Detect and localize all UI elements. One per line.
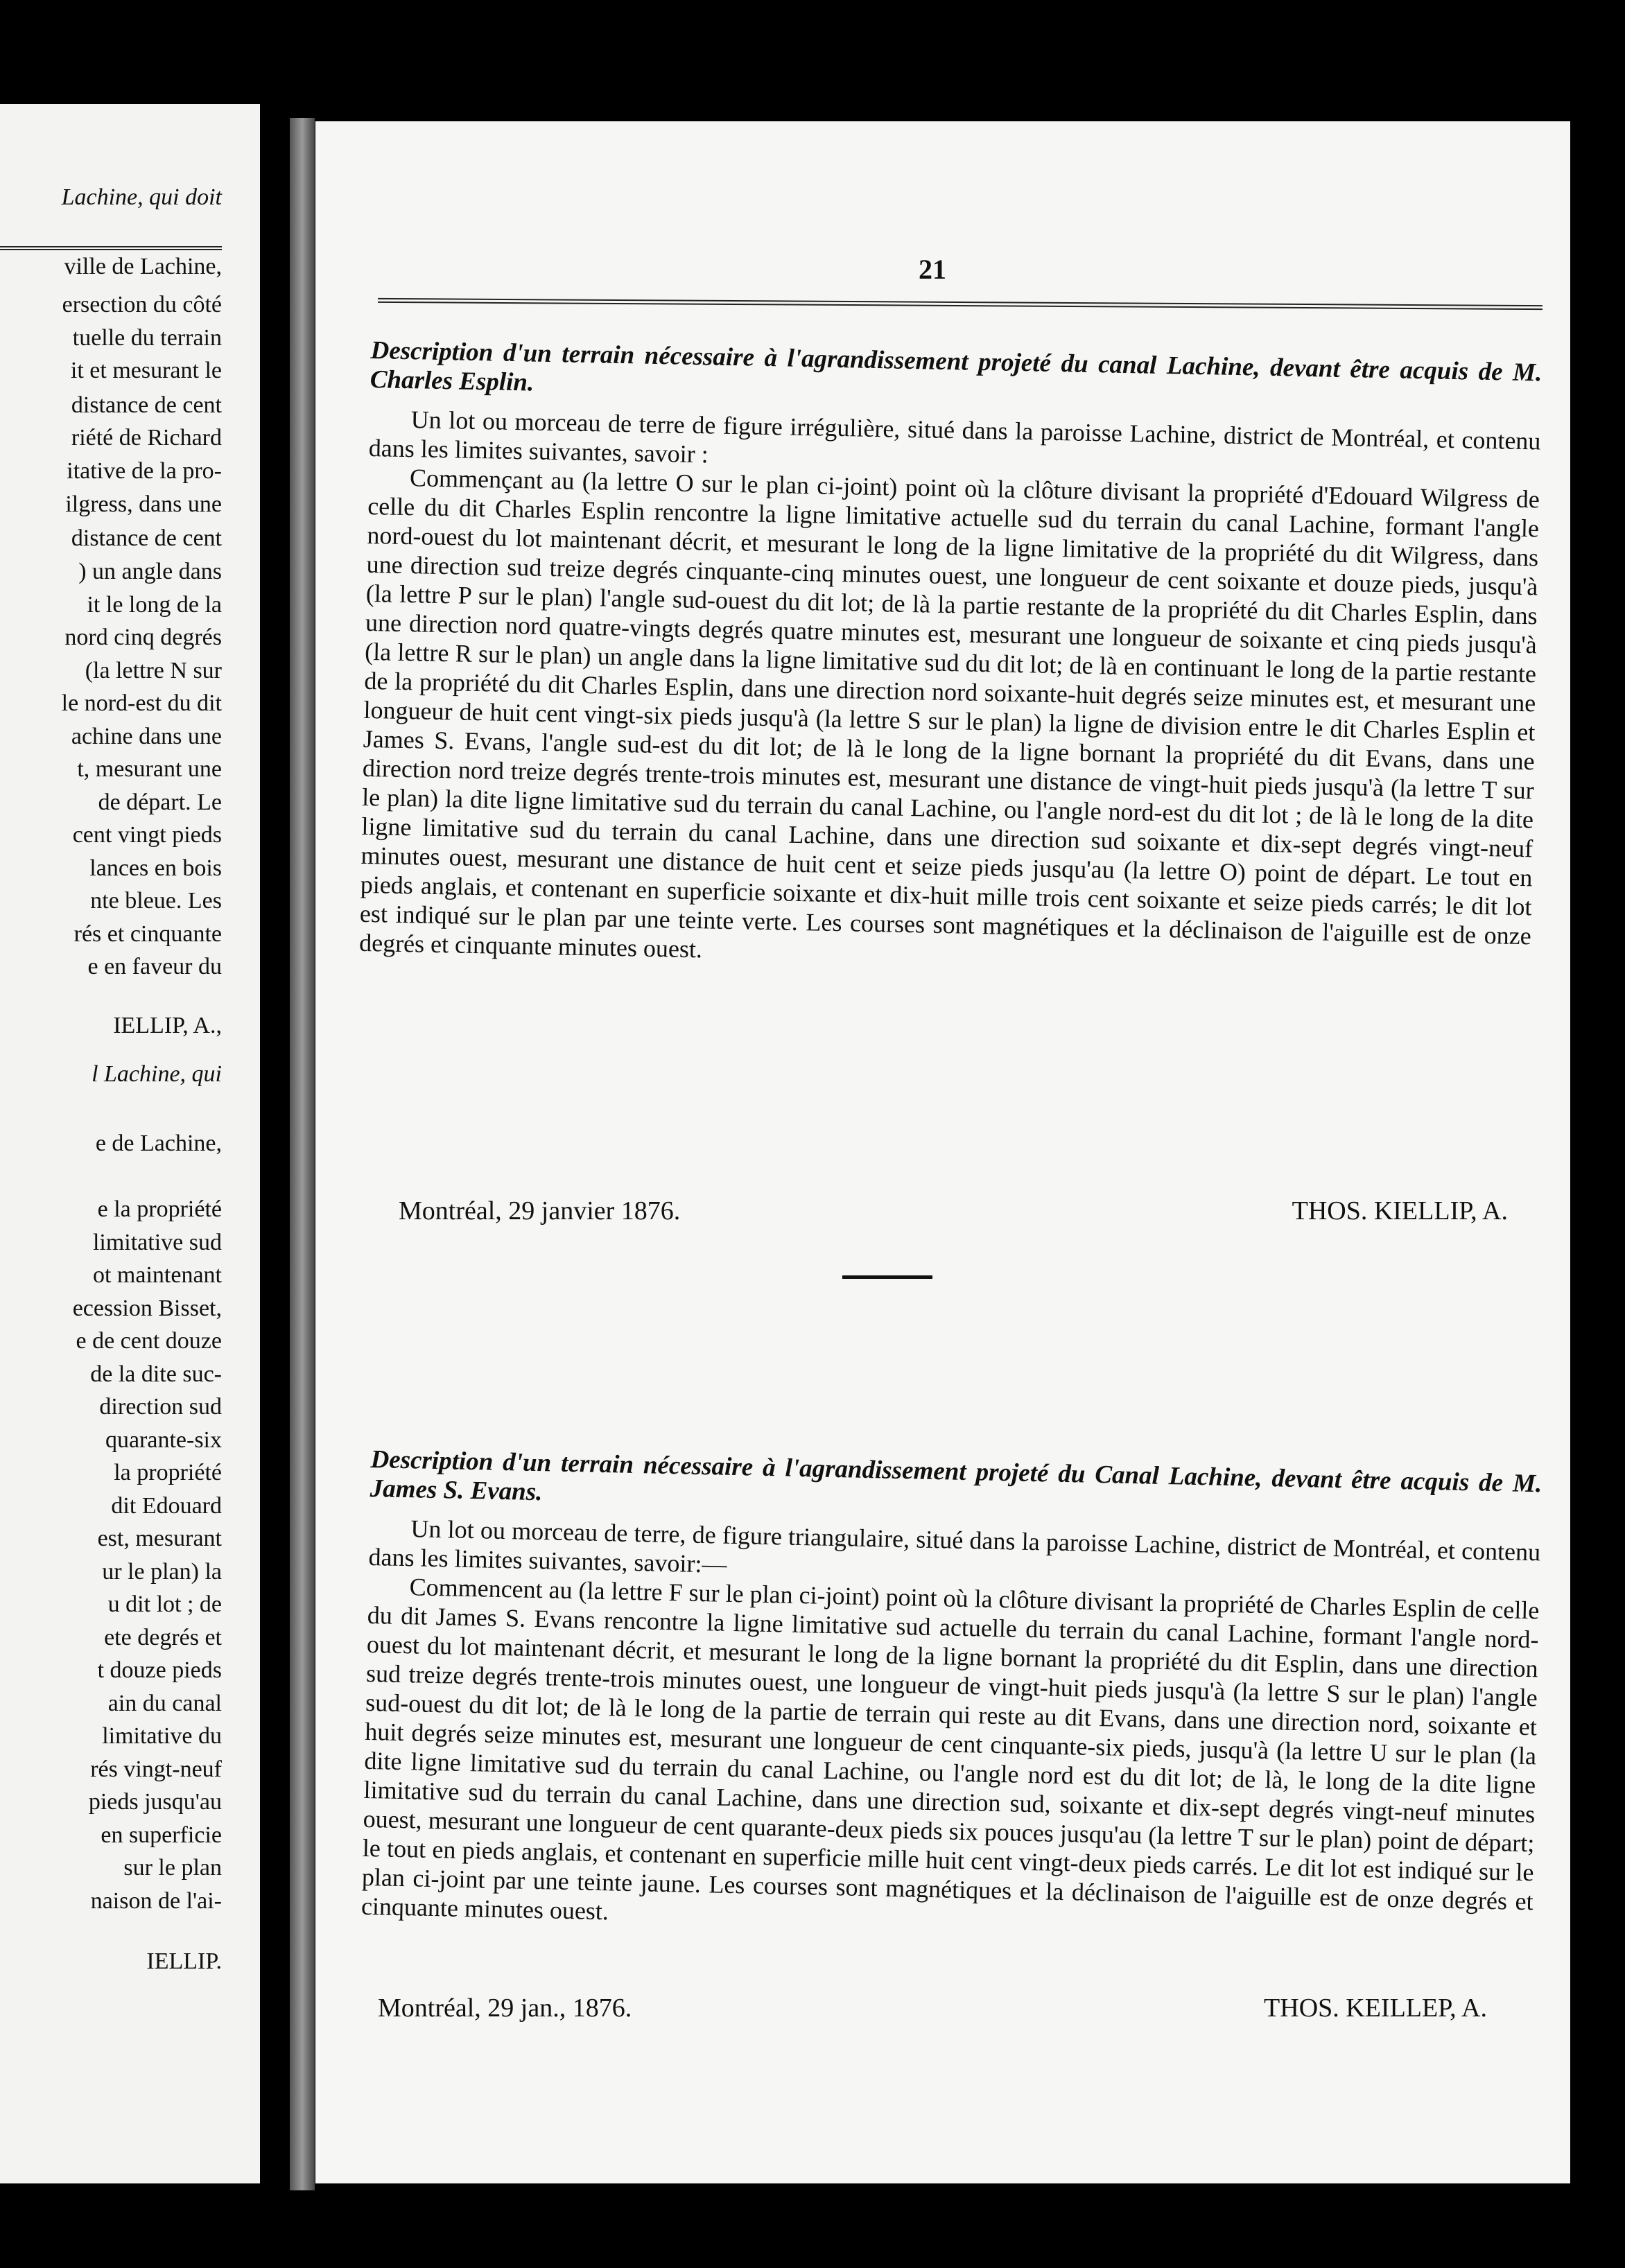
left-page-line: naison de l'ai-: [90, 1888, 222, 1914]
left-page-line: limitative sud: [92, 1230, 222, 1255]
section-title: Description d'un terrain nécessaire à l'agrandissement projeté du canal Lachine, devant être acquis de M. Charles Esplin.: [370, 336, 1543, 397]
left-page-line: (la lettre N sur: [85, 658, 222, 683]
left-page-line: ) un angle dans: [78, 559, 222, 584]
signature-row: [378, 1993, 1487, 2023]
section-body: [359, 404, 1541, 979]
paragraph: Commençant au (la lettre O sur le plan ci-joint) point où la clôture divisant la propriété d'Edouard Wilgress de celle du dit Charles Esplin rencontre la ligne limitative actuelle sud du terrain du canal Lachine, formant l'angle nord-ouest du lot maintenant décrit, et mesurant le long de la ligne limitative de la propriété du dit Wilgress, dans une direction sud treize degrés cinquante-cinq minutes ouest, une longueur de cent soixante et douze pieds, jusqu'à (la lettre P sur le plan) l'angle sud-ouest du dit lot; de là la partie restante de la propriété du dit Charles Esplin, dans une direction nord quatre-vingts degrés quatre minutes est, mesurant une longueur de soixante et cinq pieds jusqu'à (la lettre R sur le plan) un angle dans la ligne limitative sud du dit lot; de là en continuant le long de la partie restante de la propriété du dit Charles Esplin, dans une direction nord soixante-huit degrés seize minutes est, et mesurant une longueur de huit cent vingt-six pieds jusqu'à (la lettre S sur le plan) la ligne de division entre le dit Charles Esplin et James S. Evans, l'angle sud-est du dit lot; de là le long de la ligne bornant la propriété du dit Evans, dans une direction nord treize degrés trente-trois minutes est, mesurant une distance de vingt-huit pieds jusqu'à (la lettre T sur le plan) la dite ligne limitative sud du terrain du canal Lachine, ou l'angle nord-est du dit lot ; de là le long de la dite ligne limitative sud du terrain du canal Lachine, dans une direction sud soixante et dix-sept degrés vingt-neuf minutes ouest, mesurant une distance de huit cent et seize pieds jusqu'au (la lettre O) point de départ. Le tout en pieds anglais, et contenant en superficie soixante et dix-huit mille trois cent soixante et seize pieds carrés; le dit lot est indiqué sur le plan par une teinte verte. Les courses sont magnétiques et la déclinaison de l'aiguille est de onze degrés et cinquante minutes ouest.: [358, 464, 1540, 963]
paragraph: Un lot ou morceau de terre de figure irrégulière, situé dans la paroisse Lachine, district de Montréal, et contenu dans les limites suivantes, savoir :: [368, 405, 1541, 469]
left-page-line: est, mesurant: [97, 1526, 222, 1551]
left-page-line: achine dans une: [71, 724, 222, 749]
section-body: [361, 1513, 1541, 1945]
left-page-line: rés vingt-neuf: [90, 1756, 222, 1782]
left-page-line: limitative du: [102, 1723, 222, 1749]
place-date: Montréal, 29 jan., 1876.: [378, 1994, 632, 2023]
left-page-line: ot maintenant: [92, 1262, 222, 1288]
left-page-line: l Lachine, qui: [92, 1061, 222, 1087]
section-evans: [361, 1445, 1543, 1945]
left-page-fragment: [0, 104, 260, 2183]
left-page-line: ete degrés et: [104, 1625, 222, 1650]
left-page-line: distance de cent: [71, 392, 222, 418]
left-page-line: ville de Lachine,: [64, 254, 222, 279]
section-separator: [842, 1275, 932, 1279]
paragraph: Commencent au (la lettre F sur le plan ci-joint) point où la clôture divisant la propriété de Charles Esplin de celle du dit James S. Evans rencontre la ligne limitative sud actuelle du terrain du canal Lachine, formant l'angle nord-ouest du lot maintenant décrit, et mesurant le long de la ligne bornant la propriété du dit Esplin, dans une direction sud treize degrés trente-trois minutes ouest, une longueur de vingt-huit pieds jusqu'à (la lettre S sur le plan) l'angle sud-ouest du dit lot; de là le long de la partie de terrain qui reste au dit Evans, dans une direction nord, soixante et huit degrés seize minutes est, mesurant une longueur de cent cinquante-six pieds, jusqu'à (la lettre U sur le plan (la dite ligne limitative sud du terrain du canal Lachine, ou l'angle nord est du dit lot; de là, le long de la dite ligne limitative sud du terrain du canal Lachine, dans une direction sud, soixante et dix-sept degrés vingt-neuf minutes ouest, mesurant une longueur de cent quarante-deux pieds six pouces jusqu'au (la lettre T sur le plan) point de départ; le tout en pieds anglais, et contenant en superficie mille huit cent vingt-deux pieds carrés. Le dit lot est indiqué sur le plan ci-joint par une teinte jaune. Les courses sont magnétiques et la déclinaison de l'aiguille est de onze degrés et cinquante minutes ouest.: [360, 1573, 1540, 1926]
left-page-line: la propriété: [114, 1460, 222, 1485]
section-esplin: [359, 336, 1543, 979]
signature: THOS. KIELLIP, A.: [1292, 1196, 1508, 1225]
left-page-line: ur le plan) la: [102, 1559, 222, 1585]
place-date: Montréal, 29 janvier 1876.: [399, 1196, 681, 1225]
left-page-line: nte bleue. Les: [90, 888, 222, 914]
left-page-line: dit Edouard: [111, 1493, 222, 1519]
left-page-line: rés et cinquante: [73, 921, 222, 947]
left-page-line: ain du canal: [107, 1691, 222, 1716]
left-page-line: ersection du côté: [62, 292, 222, 317]
left-page-line: e la propriété: [97, 1196, 222, 1222]
left-page-line: it le long de la: [87, 592, 222, 618]
section-title: Description d'un terrain nécessaire à l'agrandissement projeté du Canal Lachine, devant être acquis de M. James S. Evans.: [370, 1445, 1543, 1507]
left-page-line: quarante-six: [105, 1427, 222, 1453]
header-rule: [378, 298, 1543, 310]
left-page-line: e de Lachine,: [95, 1131, 222, 1156]
left-page-line: lances en bois: [89, 855, 222, 881]
left-page-line: ilgress, dans une: [65, 491, 222, 517]
page-number: 21: [919, 254, 946, 285]
left-page-line: direction sud: [99, 1394, 222, 1420]
left-page-line: IELLIP.: [146, 1948, 222, 1974]
left-page-line: IELLIP, A.,: [113, 1013, 222, 1038]
left-page-line: itative de la pro-: [67, 458, 222, 484]
left-page-line: t, mesurant une: [77, 756, 222, 782]
left-page-line: pieds jusqu'au: [88, 1789, 222, 1815]
left-page-line: t douze pieds: [97, 1657, 222, 1683]
left-page-rule: [0, 246, 222, 250]
left-page-line: en superficie: [101, 1822, 222, 1848]
left-page-line: sur le plan: [123, 1855, 222, 1881]
left-page-line: e en faveur du: [87, 954, 222, 979]
left-page-line: riété de Richard: [71, 425, 222, 451]
left-page-line: cent vingt pieds: [72, 822, 222, 848]
left-page-line: u dit lot ; de: [107, 1591, 222, 1617]
left-page-line: ecession Bisset,: [72, 1296, 222, 1321]
signature: THOS. KEILLEP, A.: [1264, 1994, 1487, 2023]
left-page-line: de départ. Le: [98, 790, 222, 815]
page-21: [315, 121, 1570, 2183]
left-page-line: le nord-est du dit: [61, 690, 222, 716]
left-page-line: nord cinq degrés: [64, 625, 222, 650]
left-page-line: Lachine, qui doit: [61, 184, 222, 210]
left-page-line: it et mesurant le: [70, 358, 222, 383]
signature-row: [399, 1196, 1508, 1226]
book-spine: [290, 118, 315, 2190]
left-page-line: de la dite suc-: [90, 1361, 222, 1387]
left-page-line: tuelle du terrain: [72, 325, 222, 351]
paragraph: Un lot ou morceau de terre, de figure triangulaire, situé dans la paroisse Lachine, district de Montréal, et contenu dans les limites suivantes, savoir:—: [368, 1515, 1541, 1578]
left-page-line: e de cent douze: [76, 1328, 222, 1354]
left-page-line: distance de cent: [71, 525, 222, 551]
